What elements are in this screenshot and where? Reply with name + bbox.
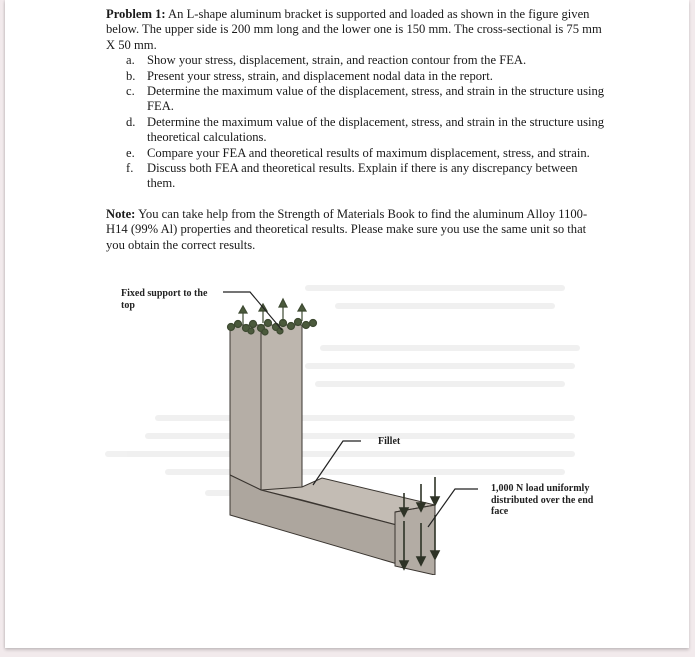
task-marker: d. bbox=[126, 114, 136, 129]
problem-heading: Problem 1: bbox=[106, 7, 166, 21]
task-text: Compare your FEA and theoretical results of maximum displacement, stress, and strain. bbox=[147, 145, 590, 160]
task-text: Discuss both FEA and theoretical results. Explain if there is any discrepancy between them. bbox=[147, 161, 578, 191]
background-watermark bbox=[105, 285, 580, 496]
task-text: Determine the maximum value of the displacement, stress, and strain in the structure using theoretical calculations. bbox=[147, 114, 605, 145]
task-marker: b. bbox=[126, 68, 136, 83]
l-bracket-diagram bbox=[105, 275, 625, 575]
task-marker: c. bbox=[126, 84, 135, 99]
task-text: Show your stress, displacement, strain, and reaction contour from the FEA. bbox=[147, 53, 527, 68]
note-text: You can take help from the Strength of Materials Book to find the aluminum Alloy 1100-H14 (99% Al) properties and theoretical results. Please make sure you use the same unit so that you obtain the correct results. bbox=[106, 206, 588, 252]
fillet-label: Fillet bbox=[378, 436, 401, 447]
problem-statement bbox=[106, 7, 606, 192]
task-item bbox=[106, 53, 606, 68]
task-item bbox=[106, 69, 606, 84]
task-item bbox=[106, 161, 606, 192]
task-marker: f. bbox=[126, 161, 134, 176]
task-marker: e. bbox=[126, 145, 135, 160]
vertical-arm bbox=[230, 325, 302, 500]
note-heading: Note: bbox=[106, 206, 136, 221]
task-text: Present your stress, strain, and displacement nodal data in the report. bbox=[147, 68, 493, 83]
task-item bbox=[106, 84, 606, 115]
bracket-figure bbox=[105, 275, 625, 575]
document-page bbox=[5, 0, 689, 648]
task-item bbox=[106, 115, 606, 146]
note-paragraph bbox=[106, 207, 606, 253]
task-item bbox=[106, 146, 606, 161]
problem-text bbox=[106, 7, 606, 266]
fixed-support-label: Fixed support to the top bbox=[121, 288, 208, 311]
problem-intro bbox=[106, 7, 606, 53]
task-marker: a. bbox=[126, 53, 135, 68]
problem-intro-text: An L-shape aluminum bracket is supported and loaded as shown in the figure given below. The upper side is 200 mm long and the lower one is 150 mm. The cross-sectional is 75 mm X 50 mm. bbox=[106, 7, 602, 52]
task-text: Determine the maximum value of the displacement, stress, and strain in the structure using FEA. bbox=[147, 84, 605, 114]
load-label: 1,000 N load uniformly distributed over the end face bbox=[491, 483, 594, 517]
task-list bbox=[106, 53, 606, 192]
